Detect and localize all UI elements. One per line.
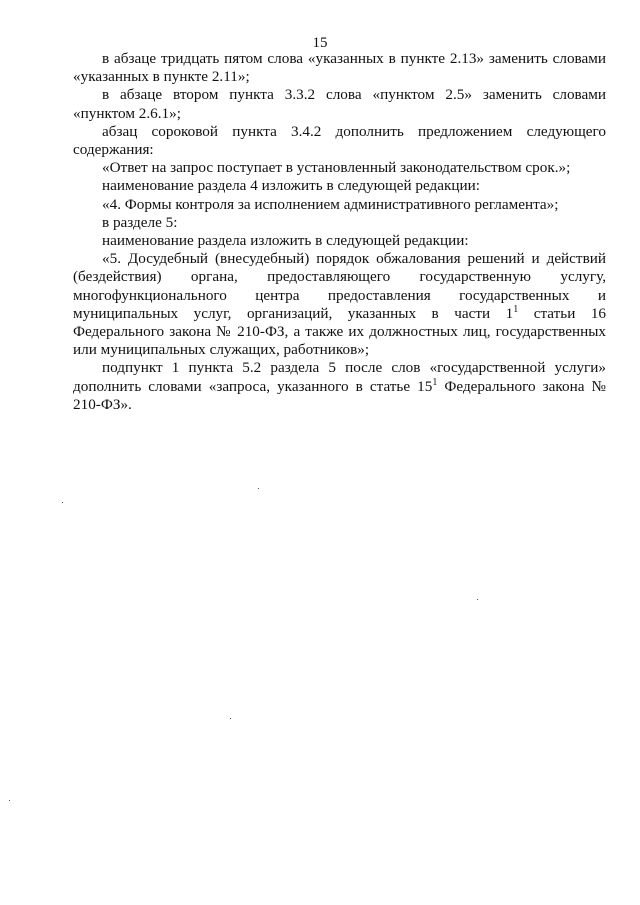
paragraph-10-text-b: Федерального закона № 210-ФЗ». bbox=[73, 377, 606, 413]
superscript: 1 bbox=[513, 303, 519, 315]
scan-speck bbox=[9, 800, 10, 801]
paragraph-8: наименование раздела изложить в следующей редакции: bbox=[102, 232, 469, 250]
scan-speck bbox=[62, 502, 63, 503]
paragraph-1: в абзаце тридцать пятом слова «указанных в пункте 2.13» заменить словами «указанных в пункте 2.11»; bbox=[73, 50, 606, 86]
paragraph-4: «Ответ на запрос поступает в установленный законодательством срок.»; bbox=[102, 159, 571, 177]
paragraph-9 bbox=[73, 250, 606, 359]
scan-speck bbox=[258, 488, 259, 489]
paragraph-6: «4. Формы контроля за исполнением административного регламента»; bbox=[102, 195, 559, 213]
paragraph-7: в разделе 5: bbox=[102, 213, 178, 231]
page-number: 15 bbox=[312, 35, 328, 51]
paragraph-3: абзац сороковой пункта 3.4.2 дополнить предложением следующего содержания: bbox=[73, 122, 606, 159]
superscript: 1 bbox=[432, 376, 438, 388]
paragraph-9-text-a: «5. Досудебный (внесудебный) порядок обжалования решений и действий (бездействия) органа, предоставляющего государственную услугу, многофункционального центра предоставления государственных и муниципальных услуг, организаций, указанных в части 1 bbox=[73, 250, 606, 322]
paragraph-10 bbox=[73, 359, 606, 414]
scan-speck bbox=[230, 718, 231, 719]
paragraph-9-text-b: статьи 16 Федерального закона № 210-ФЗ, а также их должностных лиц, государственных или муниципальных служащих, работников»; bbox=[73, 304, 607, 359]
paragraph-2: в абзаце втором пункта 3.3.2 слова «пунктом 2.5» заменить словами «пунктом 2.6.1»; bbox=[73, 86, 606, 122]
paragraph-10-text-a: подпункт 1 пункта 5.2 раздела 5 после слов «государственной услуги» дополнить словами «запроса, указанного в статье 15 bbox=[73, 359, 606, 395]
document-body bbox=[73, 50, 606, 414]
scan-speck bbox=[477, 599, 478, 600]
paragraph-5: наименование раздела 4 изложить в следующей редакции: bbox=[102, 177, 480, 195]
